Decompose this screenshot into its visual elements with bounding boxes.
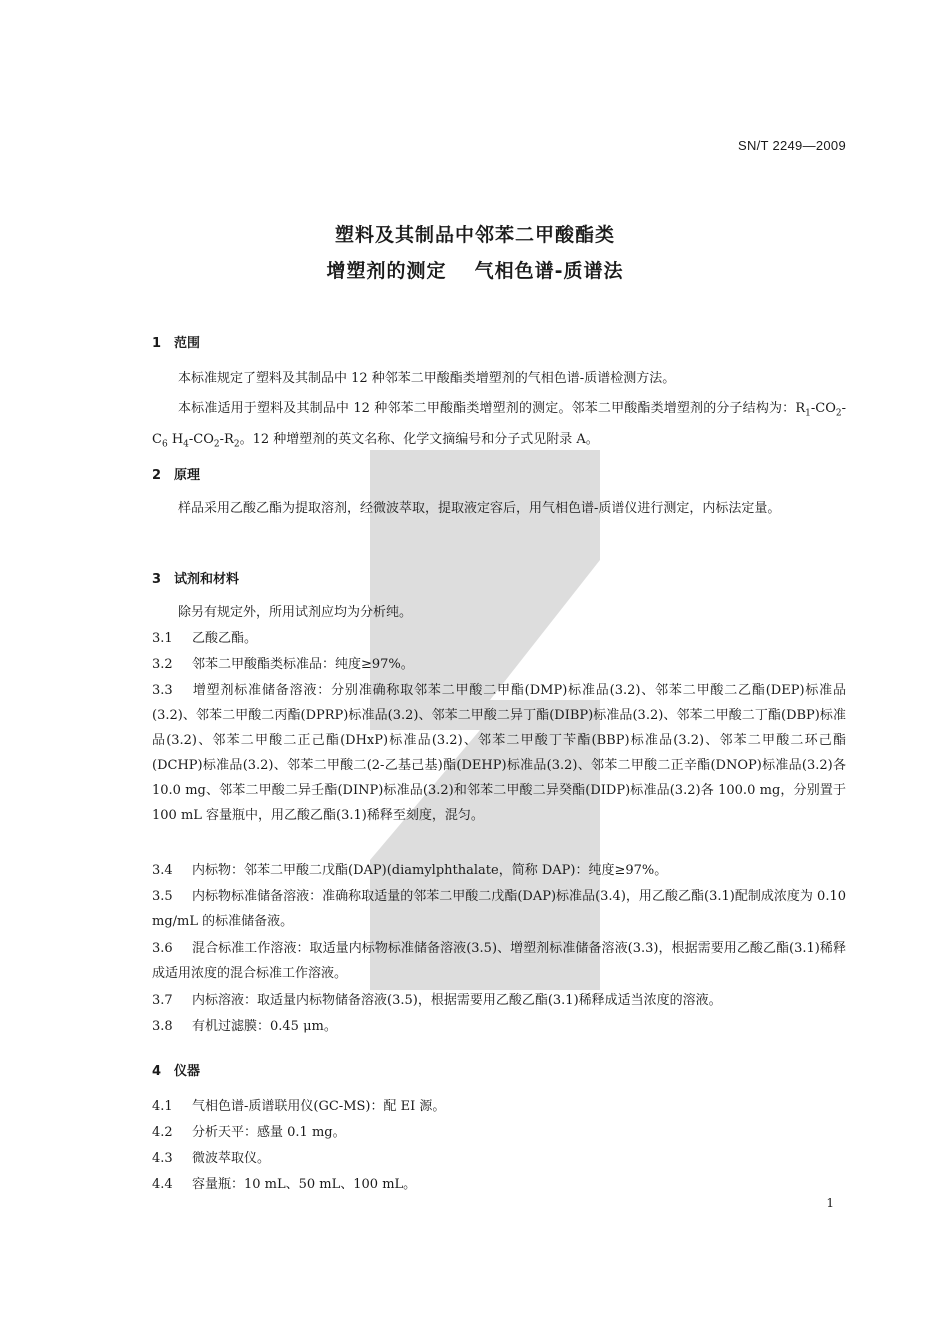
section-2-paragraph-1: 样品采用乙酸乙酯为提取溶剂，经微波萃取，提取液定容后，用气相色谱-质谱仪进行测定，内标法定量。: [178, 501, 781, 516]
list-item-3-2: 3.2 邻苯二甲酸酯类标准品：纯度≥97%。: [152, 657, 414, 672]
section-1-paragraph-1: 本标准规定了塑料及其制品中 12 种邻苯二甲酸酯类增塑剂的气相色谱-质谱检测方法。: [178, 371, 676, 386]
list-item-3-1: 3.1 乙酸乙酯。: [152, 631, 258, 646]
document-title-line2: [0, 256, 950, 283]
section-3-intro: 除另有规定外，所用试剂应均为分析纯。: [178, 605, 413, 620]
section-heading-4: 4 仪器: [152, 1064, 201, 1079]
list-item-4-2: 4.2 分析天平：感量 0.1 mg。: [152, 1125, 346, 1140]
document-title-line1: 塑料及其制品中邻苯二甲酸酯类: [334, 224, 615, 246]
section-heading-2: 2 原理: [152, 468, 201, 483]
page-number: 1: [826, 1196, 834, 1210]
list-item-3-6: 3.6 混合标准工作溶液：取适量内标物标准储备溶液(3.5)、增塑剂标准储备溶液(3.3)，根据需要用乙酸乙酯(3.1)稀释成适用浓度的混合标准工作溶液。: [152, 941, 846, 981]
title-line2-part1: 增塑剂的测定: [326, 260, 447, 282]
section-1-paragraph-2: 本标准适用于塑料及其制品中 12 种邻苯二甲酸酯类增塑剂的测定。邻苯二甲酸酯类增塑剂的分子结构为：$R_1-CO_2-C_6$ $H_4-CO_2-R_2$。12 种增塑剂的英文名称、化学文摘编号和分子式见附录 A。: [152, 401, 846, 450]
list-item-3-8: 3.8 有机过滤膜：0.45 μm。: [152, 1019, 337, 1034]
list-item-3-4: 3.4 内标物：邻苯二甲酸二戊酯(DAP)(diamylphthalate，简称 DAP)：纯度≥97%。: [152, 863, 668, 878]
list-item-4-3: 4.3 微波萃取仪。: [152, 1151, 271, 1166]
standard-code: SN/T 2249—2009: [737, 138, 846, 153]
list-item-3-7: 3.7 内标溶液：取适量内标物储备溶液(3.5)，根据需要用乙酸乙酯(3.1)稀释成适当浓度的溶液。: [152, 993, 722, 1008]
list-item-4-4: 4.4 容量瓶：10 mL、50 mL、100 mL。: [152, 1177, 417, 1192]
list-item-3-5: 3.5 内标物标准储备溶液：准确称取适量的邻苯二甲酸二戊酯(DAP)标准品(3.4)，用乙酸乙酯(3.1)配制成浓度为 0.10 mg/mL 的标准储备液。: [152, 889, 846, 929]
section-heading-3: 3 试剂和材料: [152, 572, 240, 587]
molecular-formula: $R_1-CO_2-C_6$ $H_4-CO_2-R_2$: [152, 401, 846, 450]
list-item-4-1: 4.1 气相色谱-质谱联用仪(GC-MS)：配 EI 源。: [152, 1099, 446, 1114]
title-line2-part2: 气相色谱-质谱法: [474, 260, 624, 282]
list-item-3-3: 3.3 增塑剂标准储备溶液：分别准确称取邻苯二甲酸二甲酯(DMP)标准品(3.2)、邻苯二甲酸二乙酯(DEP)标准品(3.2)、邻苯二甲酸二丙酯(DPRP)标准品(3.2)、邻苯二甲酸二异丁酯(DIBP)标准品(3.2)、邻苯二甲酸二丁酯(DBP)标准品(3.2)、邻苯二甲酸二正己酯(DHxP)标准品(3.2)、邻苯二甲酸丁苄酯(BBP)标准品(3.2)、邻苯二甲酸二环己酯(DCHP)标准品(3.2)、邻苯二甲酸二(2-乙基己基)酯(DEHP)标准品(3.2)、邻苯二甲酸二正辛酯(DNOP)标准品(3.2)各 10.0 mg、邻苯二甲酸二异壬酯(DINP)标准品(3.2)和邻苯二甲酸二异癸酯(DIDP)标准品(3.2)各 100.0 mg，分别置于 100 mL 容量瓶中，用乙酸乙酯(3.1)稀释至刻度，混匀。: [152, 683, 846, 823]
section-heading-1: 1 范围: [152, 336, 201, 351]
